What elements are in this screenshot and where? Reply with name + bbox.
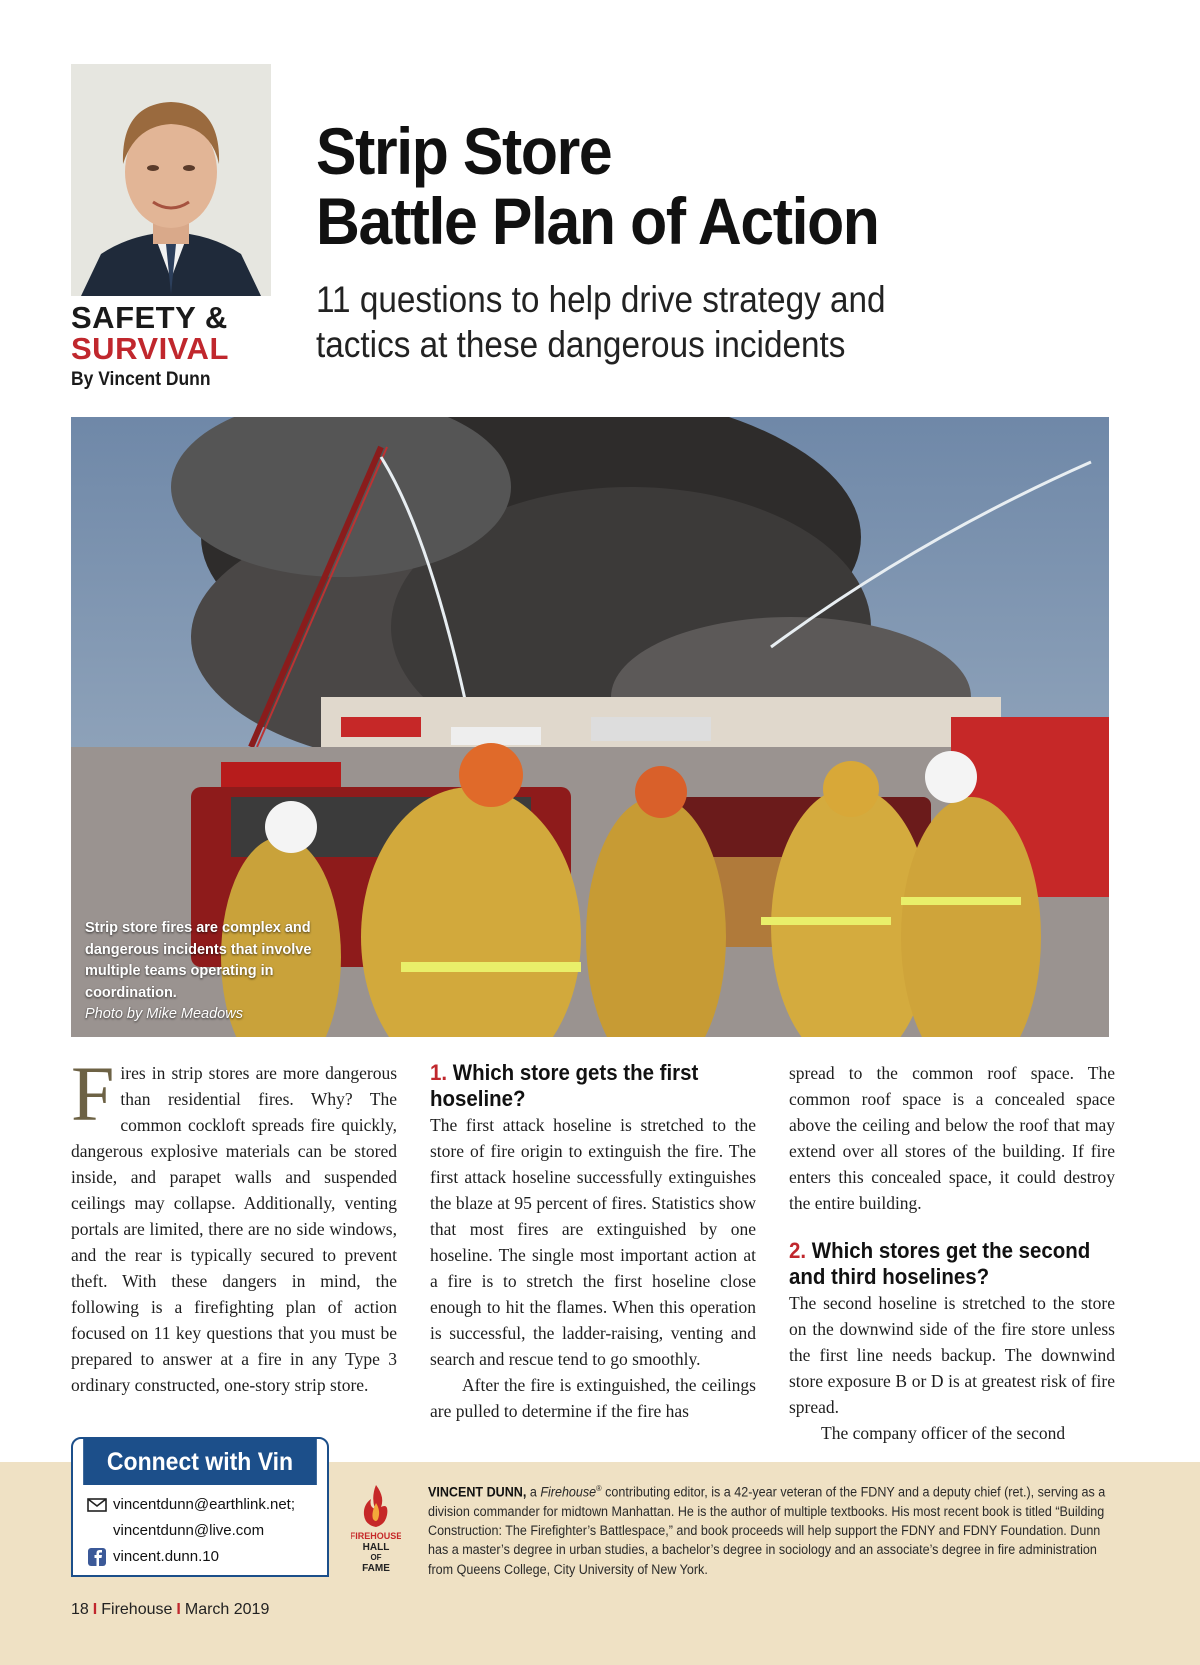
subtitle-line1: 11 questions to help drive strategy and bbox=[316, 279, 886, 320]
title-line1: Strip Store bbox=[316, 114, 612, 188]
facebook-icon bbox=[87, 1548, 107, 1566]
email-row-2 bbox=[113, 1521, 264, 1541]
hof-line-4: FAME bbox=[362, 1563, 390, 1574]
body-column-2 bbox=[430, 1060, 756, 1424]
question-1-text: Which store gets the first hoseline? bbox=[430, 1060, 699, 1111]
question-1-paragraph-2: After the fire is extinguished, the ceilings are pulled to determine if the fire has bbox=[430, 1375, 756, 1421]
question-2-heading bbox=[789, 1238, 1115, 1290]
bio-magazine: Firehouse bbox=[540, 1484, 597, 1500]
caption-text: Strip store fires are complex and dangerous incidents that involve multiple teams operating in coordination. bbox=[85, 920, 312, 1001]
email-row-1 bbox=[87, 1495, 295, 1515]
question-1-paragraph-1: The first attack hoseline is stretched to the store of fire origin to extinguish the fire. The first attack hoseline successfully extinguishes the blaze at 95 percent of fires. Statistics show that most fires are extinguished by one hoseline. The single most important action at a fire is to stretch the first hoseline close enough to hit the flames. When this operation is successful, the ladder-raising, venting and search and rescue tend to go smoothly. bbox=[430, 1115, 756, 1369]
folio-divider: I bbox=[176, 1601, 181, 1618]
column-name-line2: SURVIVAL bbox=[71, 331, 229, 366]
intro-paragraph: ires in strip stores are more dangerous than residential fires. Why? The common cockloft spreads fire quickly, dangerous explosive materials can be stored inside, and parapet walls and suspended ceilings may collapse. Additionally, venting portals are limited, there are no side windows, and the rear is typically secured to prevent theft. With these dangers in mind, the following is a firefighting plan of action focused on 11 key questions that you must be prepared to answer at a fire in any Type 3 ordinary constructed, one-story strip store. bbox=[71, 1063, 397, 1395]
bio-name: VINCENT DUNN, bbox=[428, 1484, 527, 1500]
article-title bbox=[316, 116, 879, 256]
facebook-row bbox=[87, 1547, 219, 1567]
question-2-paragraph-1: The second hoseline is stretched to the store on the downwind side of the fire store unless the first line needs backup. The downwind store exposure B or D is at greatest risk of fire spread. bbox=[789, 1293, 1115, 1417]
envelope-icon bbox=[87, 1496, 107, 1514]
bio-registered-mark: ® bbox=[596, 1484, 602, 1493]
column-name bbox=[71, 302, 229, 364]
hall-of-fame-logo bbox=[351, 1483, 401, 1578]
question-1-number: 1. bbox=[430, 1060, 448, 1085]
magazine-name: Firehouse bbox=[101, 1601, 173, 1618]
question-2-paragraph-2: The company officer of the second bbox=[821, 1423, 1066, 1443]
hof-line-3: OF bbox=[370, 1553, 382, 1562]
body-column-1 bbox=[71, 1050, 397, 1398]
email-link-1[interactable]: vincentdunn@earthlink.net; bbox=[113, 1496, 296, 1513]
column-3-paragraph: spread to the common roof space. The common roof space is a concealed space above the ceiling and below the roof that may extend over all stores of the building. If fire enters this concealed space, it could destroy the entire building. bbox=[789, 1063, 1115, 1213]
bio-text-b: contributing editor, is a 42-year veteran of the FDNY and a deputy chief (ret.), serving as a division commander for midtown Manhattan. He is the author of multiple textbooks. His most recent book is titled “Building Construction: The Firefighter’s Battlespace,” and book proceeds will help support the FDNY and FDNY Foundation. Dunn has a master’s degree in urban studies, a bachelor’s degree in sociology and an associate’s degree in fire administration from Queens College, City University of New York. bbox=[428, 1484, 1106, 1577]
body-column-3 bbox=[789, 1060, 1115, 1446]
photo-caption bbox=[85, 918, 315, 1026]
photo-credit: Photo by Mike Meadows bbox=[85, 1006, 243, 1022]
hof-line-1: FIREHOUSE bbox=[351, 1531, 401, 1541]
connect-heading: Connect with Vin bbox=[83, 1439, 317, 1485]
facebook-link[interactable]: vincent.dunn.10 bbox=[113, 1548, 219, 1565]
email-link-2[interactable]: vincentdunn@live.com bbox=[113, 1522, 265, 1539]
page-folio bbox=[71, 1601, 269, 1619]
drop-cap: F bbox=[71, 1050, 115, 1137]
page-number: 18 bbox=[71, 1601, 89, 1618]
article-subtitle bbox=[316, 277, 886, 367]
question-2-text: Which stores get the second and third hoselines? bbox=[789, 1238, 1091, 1289]
byline: By Vincent Dunn bbox=[71, 369, 211, 390]
folio-divider: I bbox=[92, 1601, 98, 1618]
question-1-heading bbox=[430, 1060, 756, 1112]
question-2-number: 2. bbox=[789, 1238, 807, 1263]
author-portrait bbox=[71, 64, 271, 296]
title-line2: Battle Plan of Action bbox=[316, 184, 879, 258]
issue-date: March 2019 bbox=[184, 1601, 270, 1618]
author-bio bbox=[428, 1479, 1110, 1579]
hof-line-2: HALL bbox=[362, 1542, 390, 1553]
subtitle-line2: tactics at these dangerous incidents bbox=[316, 324, 846, 365]
connect-box bbox=[71, 1437, 329, 1577]
bio-text-a: a bbox=[526, 1484, 541, 1500]
column-name-line1: SAFETY & bbox=[71, 300, 228, 335]
